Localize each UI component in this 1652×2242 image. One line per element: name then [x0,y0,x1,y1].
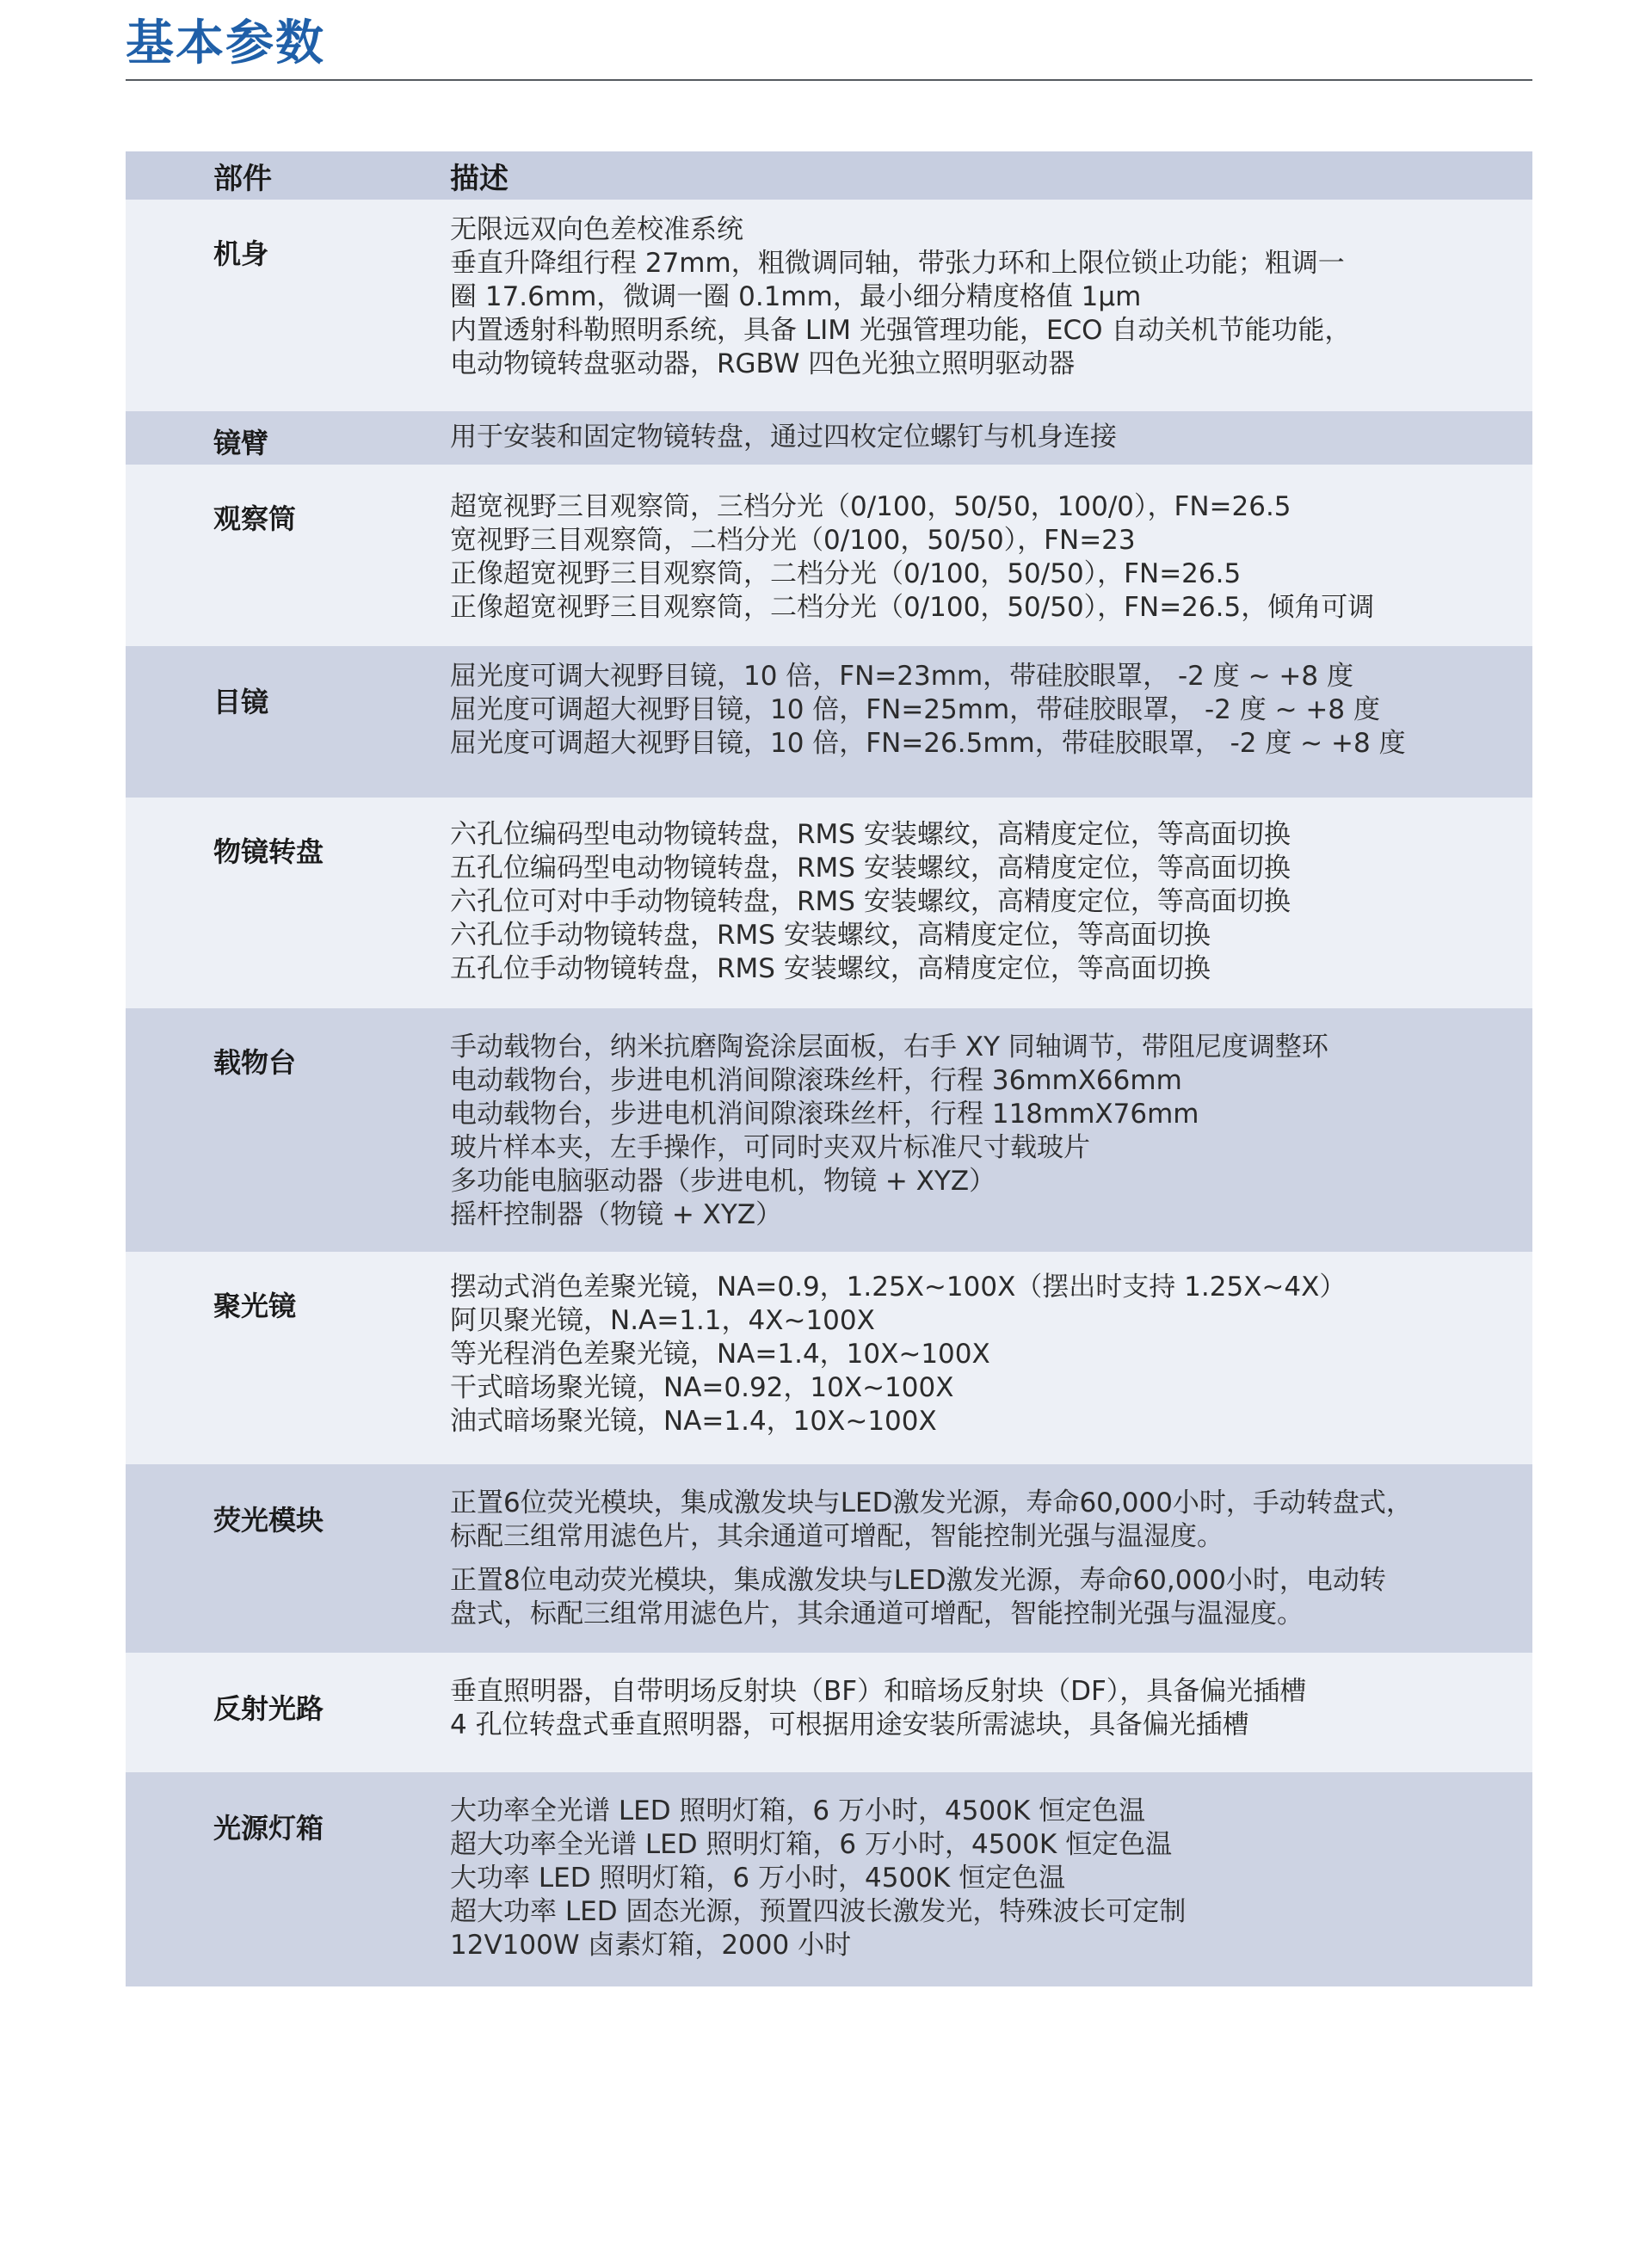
table-row [126,646,1532,798]
description-line: 屈光度可调超大视野目镜，10 倍，FN=26.5mm，带硅胶眼罩， -2 度 ~ +8 度 [450,728,1406,759]
description-line: 超大功率 LED 固态光源，预置四波长激发光，特殊波长可定制 [450,1896,1187,1927]
description-line: 电动载物台，步进电机消间隙滚珠丝杆，行程 118mmX76mm [450,1099,1199,1130]
header-part: 部件 [213,161,272,196]
part-name: 观察筒 [213,502,297,535]
description-line: 大功率 LED 照明灯箱，6 万小时，4500K 恒定色温 [450,1863,1066,1894]
description-line: 正像超宽视野三目观察筒，二档分光（0/100，50/50），FN=26.5 [450,558,1242,589]
table-row [126,465,1532,646]
description-line: 阿贝聚光镜，N.A=1.1，4X~100X [450,1305,875,1336]
part-name: 反射光路 [213,1692,324,1725]
description-line: 宽视野三目观察筒，二档分光（0/100，50/50），FN=23 [450,525,1136,556]
description-line: 摇杆控制器（物镜 + XYZ） [450,1199,783,1230]
description [450,1271,1508,1438]
description-line: 垂直升降组行程 27mm，粗微调同轴，带张力环和上限位锁止功能；粗调一 [450,248,1345,279]
description-line: 12V100W 卤素灯箱，2000 小时 [450,1930,852,1961]
description [450,818,1508,986]
table-header [126,151,1532,200]
description-line: 玻片样本夹，左手操作，可同时夹双片标准尺寸载玻片 [450,1132,1090,1163]
part-name: 目镜 [213,686,269,718]
part-name: 荧光模块 [213,1504,324,1537]
part-name: 机身 [213,237,269,270]
table-row [126,411,1532,465]
description-line: 屈光度可调超大视野目镜，10 倍，FN=25mm，带硅胶眼罩， -2 度 ~ +8 度 [450,694,1380,725]
table-row [126,1008,1532,1252]
description-line: 多功能电脑驱动器（步进电机，物镜 + XYZ） [450,1166,996,1197]
description-line: 六孔位手动物镜转盘，RMS 安装螺纹，高精度定位，等高面切换 [450,920,1211,951]
description [450,421,1508,454]
table-row [126,1772,1532,1986]
table-row [126,1464,1532,1653]
description-line: 正像超宽视野三目观察筒，二档分光（0/100，50/50），FN=26.5，倾角可调 [450,592,1375,623]
description-line: 正置8位电动荧光模块，集成激发块与LED激发光源，寿命60,000小时，电动转 [450,1565,1386,1596]
description-line: 手动载物台，纳米抗磨陶瓷涂层面板，右手 XY 同轴调节，带阻尼度调整环 [450,1032,1328,1062]
title-divider [126,79,1532,81]
description-line: 五孔位编码型电动物镜转盘，RMS 安装螺纹，高精度定位，等高面切换 [450,853,1291,884]
description-line: 屈光度可调大视野目镜，10 倍，FN=23mm，带硅胶眼罩， -2 度 ~ +8 度 [450,661,1353,692]
description [450,660,1508,761]
description-line: 五孔位手动物镜转盘，RMS 安装螺纹，高精度定位，等高面切换 [450,953,1211,984]
part-name: 物镜转盘 [213,835,324,868]
description-line: 盘式，标配三组常用滤色片，其余通道可增配，智能控制光强与温湿度。 [450,1598,1304,1629]
description-line: 标配三组常用滤色片，其余通道可增配，智能控制光强与温湿度。 [450,1521,1224,1552]
description-line: 摆动式消色差聚光镜，NA=0.9，1.25X~100X（摆出时支持 1.25X~4X） [450,1272,1347,1303]
description-line: 油式暗场聚光镜，NA=1.4，10X~100X [450,1406,937,1437]
description-line: 无限远双向色差校准系统 [450,214,743,245]
description-line: 正置6位荧光模块，集成激发块与LED激发光源，寿命60,000小时，手动转盘式， [450,1487,1413,1518]
table-row [126,1653,1532,1772]
description-line: 等光程消色差聚光镜，NA=1.4，10X~100X [450,1339,990,1370]
table-row [126,798,1532,1008]
description-line: 圈 17.6mm，微调一圈 0.1mm，最小细分精度格值 1μm [450,281,1142,312]
part-name: 镜臂 [213,427,269,459]
description-line: 用于安装和固定物镜转盘，通过四枚定位螺钉与机身连接 [450,422,1117,453]
table-body [126,200,1532,1986]
description-line: 内置透射科勒照明系统，具备 LIM 光强管理功能，ECO 自动关机节能功能， [450,315,1352,346]
spec-table [126,151,1532,1986]
table-row [126,1252,1532,1464]
description-line: 干式暗场聚光镜，NA=0.92，10X~100X [450,1372,954,1403]
description-line: 大功率全光谱 LED 照明灯箱，6 万小时，4500K 恒定色温 [450,1795,1146,1826]
description [450,1675,1508,1742]
part-name: 聚光镜 [213,1290,297,1322]
description-line: 超宽视野三目观察筒，三档分光（0/100，50/50，100/0），FN=26.5 [450,491,1291,522]
table-row [126,200,1532,411]
description-line: 六孔位可对中手动物镜转盘，RMS 安装螺纹，高精度定位，等高面切换 [450,886,1291,917]
description [450,1031,1508,1232]
description-line: 电动载物台，步进电机消间隙滚珠丝杆，行程 36mmX66mm [450,1065,1182,1096]
part-name: 光源灯箱 [213,1812,324,1845]
description-line: 4 孔位转盘式垂直照明器，可根据用途安装所需滤块，具备偏光插槽 [450,1709,1249,1740]
header-description: 描述 [450,161,509,196]
description [450,490,1508,625]
paragraph-gap [450,1554,1508,1564]
description-line: 电动物镜转盘驱动器，RGBW 四色光独立照明驱动器 [450,348,1076,379]
part-name: 载物台 [213,1046,297,1079]
description [450,213,1508,381]
page-title: 基本参数 [126,15,325,71]
description [450,1795,1508,1962]
description-line: 垂直照明器，自带明场反射块（BF）和暗场反射块（DF），具备偏光插槽 [450,1676,1307,1707]
description-line: 超大功率全光谱 LED 照明灯箱，6 万小时，4500K 恒定色温 [450,1829,1173,1860]
description [450,1487,1508,1631]
description-line: 六孔位编码型电动物镜转盘，RMS 安装螺纹，高精度定位，等高面切换 [450,819,1291,850]
